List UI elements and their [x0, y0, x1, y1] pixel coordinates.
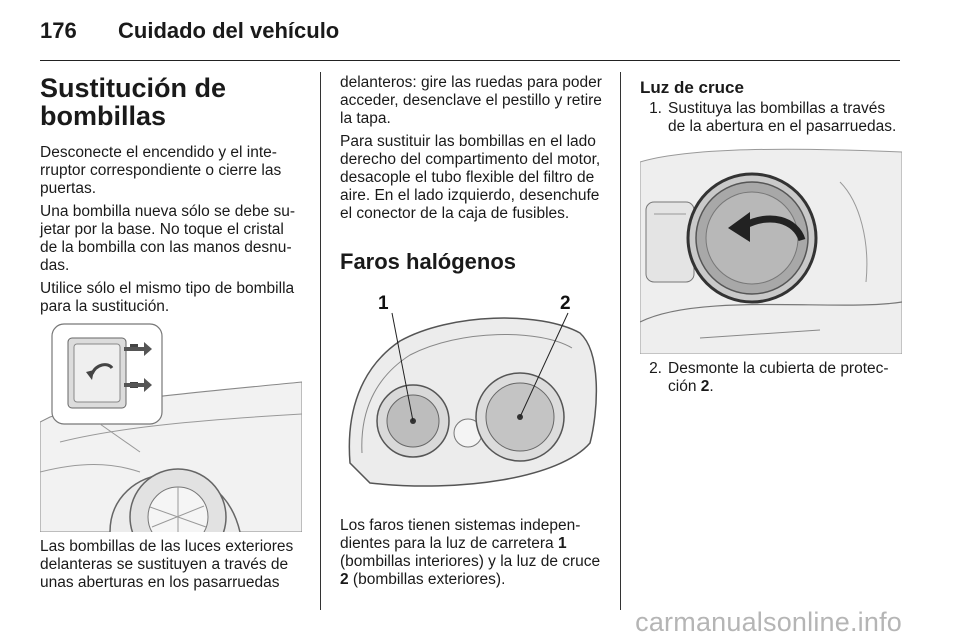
step-text: Desmonte la cubierta de protección 2.: [668, 360, 889, 395]
paragraph: Para sustituir las bombillas en el lado derecho del compartimento del motor, desacople el tubo flexible del filtro de aire. En el lado izquierdo, desenchufe el conector de la caja de fusibles.: [340, 133, 601, 222]
watermark: carmanualsonline.info: [635, 607, 902, 637]
chapter-title: Cuidado del vehículo: [118, 18, 340, 43]
step-text: Sustituya las bombillas a través de la abertura en el pasarruedas.: [668, 100, 897, 135]
paragraph: Utilice sólo el mismo tipo de bombilla para la sustitución.: [40, 280, 295, 315]
column-1: [40, 74, 304, 597]
paragraph: Las bombillas de las luces exteriores delanteras se sustituyen a través de unas aberturas en los pasarruedas: [40, 538, 294, 591]
low-beam-cover-illustration: [640, 142, 902, 354]
steps-list: [640, 100, 904, 136]
list-item: [640, 100, 904, 136]
page-number: 176: [40, 18, 77, 43]
subsection-title: Luz de cruce: [640, 78, 744, 97]
headlamp-illustration: [340, 293, 602, 507]
list-item: [640, 360, 904, 396]
column-3: [640, 74, 904, 396]
column-divider-2: [620, 72, 621, 610]
paragraph: Desconecte el encendido y el interruptor correspondiente o cierre las puertas.: [40, 144, 282, 197]
wheel-arch-illustration: [40, 322, 302, 532]
callout-1: 1: [378, 293, 389, 314]
subsection-title: Faros halógenos: [340, 249, 517, 274]
section-title: Sustitución de bombillas: [40, 73, 227, 131]
column-divider-1: [320, 72, 321, 610]
step-number: 2.: [649, 360, 662, 377]
callout-2: 2: [560, 293, 571, 314]
step-number: 1.: [649, 100, 662, 117]
paragraph: Los faros tienen sistemas independientes para la luz de carretera 1 (bombillas interiores) y la luz de cruce 2 (bombillas exteriores).: [340, 517, 601, 588]
page-header: [40, 18, 339, 48]
paragraph: Una bombilla nueva sólo se debe sujetar por la base. No toque el cristal de la bombilla con las manos desnudas.: [40, 203, 296, 274]
header-divider: [40, 60, 900, 61]
column-2: [340, 74, 604, 594]
steps-list: [640, 360, 904, 396]
paragraph: delanteros: gire las ruedas para poder acceder, desenclave el pestillo y retire la tapa.: [340, 74, 602, 127]
